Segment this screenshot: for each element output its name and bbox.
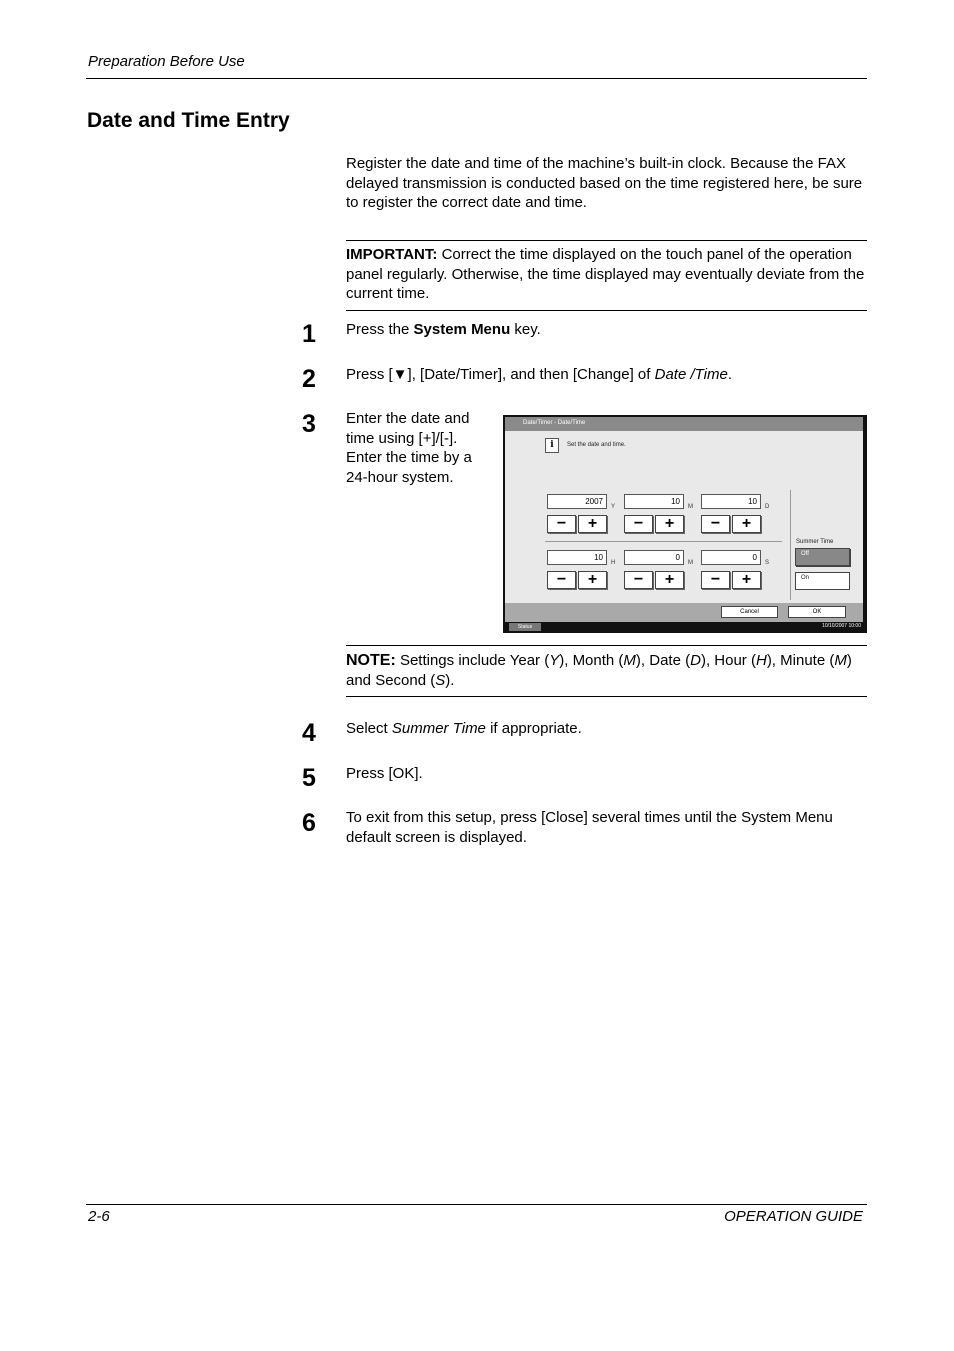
day-field[interactable]: 10 xyxy=(701,494,761,509)
touch-panel-screenshot xyxy=(503,415,867,633)
step-text: Select Summer Time if appropriate. xyxy=(346,720,582,737)
step-text: Press the System Menu key. xyxy=(346,321,541,338)
step-number: 1 xyxy=(302,320,316,348)
summer-time-label: Summer Time xyxy=(796,539,834,545)
intro-paragraph: Register the date and time of the machine’s built-in clock. Because the FAX delayed transmission is conducted based on the time registered here, be sure to register the correct date and time. xyxy=(346,155,863,211)
note-box: NOTE: Settings include Year (Y), Month (M), Date (D), Hour (H), Minute (M) and Second (S). xyxy=(346,645,867,697)
status-button[interactable]: Status xyxy=(509,623,541,631)
year-label: Y xyxy=(611,504,616,510)
summer-time-off-button[interactable]: Off xyxy=(795,548,850,566)
month-minus-button[interactable]: − xyxy=(624,515,653,533)
important-text: Correct the time displayed on the touch panel of the operation panel regularly. Otherwise, the time displayed may eventually deviate from the current time. xyxy=(346,246,865,302)
page-title: Date and Time Entry xyxy=(87,109,290,132)
day-plus-button[interactable]: + xyxy=(732,515,761,533)
step-number: 5 xyxy=(302,764,316,792)
running-header: Preparation Before Use xyxy=(88,53,245,70)
page-number: 2-6 xyxy=(88,1208,110,1225)
screen-breadcrumb: Date/Timer - Date/Time xyxy=(523,420,586,426)
status-bar xyxy=(505,622,865,631)
hour-minus-button[interactable]: − xyxy=(547,571,576,589)
note-label: NOTE: xyxy=(346,652,396,669)
month-plus-button[interactable]: + xyxy=(655,515,684,533)
minute-field[interactable]: 0 xyxy=(624,550,684,565)
column-divider xyxy=(790,490,791,600)
screen-message: Set the date and time. xyxy=(567,442,626,448)
footer-rule xyxy=(86,1204,867,1205)
step-text: Enter the date and time using [+]/[-]. Enter the time by a 24-hour system. xyxy=(346,410,472,486)
important-label: IMPORTANT: xyxy=(346,246,438,263)
day-minus-button[interactable]: − xyxy=(701,515,730,533)
minute-plus-button[interactable]: + xyxy=(655,571,684,589)
system-menu-key: System Menu xyxy=(413,321,511,338)
second-plus-button[interactable]: + xyxy=(732,571,761,589)
year-minus-button[interactable]: − xyxy=(547,515,576,533)
step-number: 4 xyxy=(302,719,316,747)
step-text: Press [▼], [Date/Timer], and then [Change] of Date /Time. xyxy=(346,366,733,383)
second-minus-button[interactable]: − xyxy=(701,571,730,589)
step-number: 3 xyxy=(302,410,316,438)
step-text: To exit from this setup, press [Close] several times until the System Menu default screen is displayed. xyxy=(346,809,833,846)
step-text: Press [OK]. xyxy=(346,765,423,782)
hour-label: H xyxy=(611,560,616,566)
hour-plus-button[interactable]: + xyxy=(578,571,607,589)
screen-title-bar xyxy=(505,417,863,431)
step-number: 6 xyxy=(302,809,316,837)
year-plus-button[interactable]: + xyxy=(578,515,607,533)
screen-content xyxy=(505,417,863,622)
minute-label: M xyxy=(688,560,693,566)
info-icon: i xyxy=(545,438,559,453)
minute-minus-button[interactable]: − xyxy=(624,571,653,589)
ok-button[interactable]: OK xyxy=(788,606,846,618)
status-datetime: 10/10/2007 10:00 xyxy=(822,623,861,629)
row-divider xyxy=(545,541,782,542)
important-box xyxy=(346,240,867,311)
second-label: S xyxy=(765,560,770,566)
day-label: D xyxy=(765,504,770,510)
cancel-button[interactable]: Cancel xyxy=(721,606,778,618)
summer-time-on-button[interactable]: On xyxy=(795,572,850,590)
second-field[interactable]: 0 xyxy=(701,550,761,565)
hour-field[interactable]: 10 xyxy=(547,550,607,565)
year-field[interactable]: 2007 xyxy=(547,494,607,509)
guide-title: OPERATION GUIDE xyxy=(724,1208,863,1225)
month-label: M xyxy=(688,504,693,510)
step-number: 2 xyxy=(302,365,316,393)
header-rule xyxy=(86,78,867,79)
month-field[interactable]: 10 xyxy=(624,494,684,509)
